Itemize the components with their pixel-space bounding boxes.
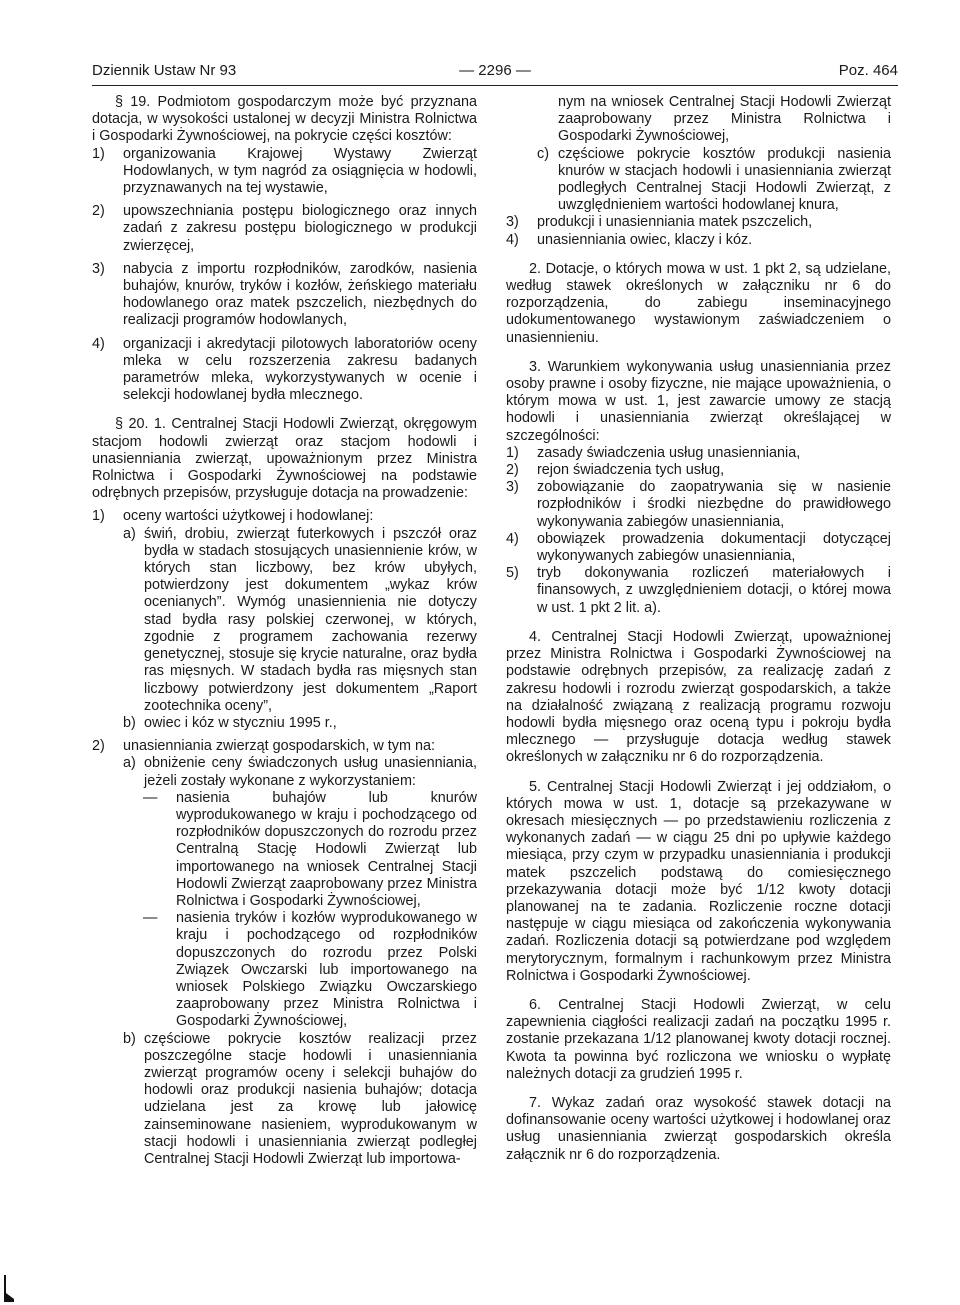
list-marker: 1) (506, 444, 519, 461)
list-item (506, 214, 891, 231)
list-marker: — (143, 910, 158, 927)
list-item (92, 715, 477, 732)
list-marker: 4) (506, 231, 519, 248)
list-item (92, 738, 477, 755)
list-text: nabycia z importu rozpłodników, zarodków, nasienia buhajów, knurów, tryków i kozłów, żeńskiego materiału hodowlanego oraz matek pszczelich, niezbędnych do realizacji programów hodowlanych, (123, 260, 477, 329)
list-marker: 2) (92, 738, 105, 755)
list-text: tryb dokonywania rozliczeń materiałowych i finansowych, z uwzględnieniem dotacji, o której mowa w ust. 1 pkt 2 lit. a). (537, 565, 891, 616)
list-item (506, 565, 891, 617)
list-marker: 4) (506, 530, 519, 547)
list-item (92, 146, 477, 198)
list-marker: 1) (92, 145, 105, 162)
list-text: rejon świadczenia tych usług, (537, 462, 725, 479)
list-text: oceny wartości użytkowej i hodowlanej: (123, 508, 374, 525)
list-item (92, 790, 477, 910)
list-marker: a) (123, 525, 136, 542)
list-item (92, 336, 477, 405)
list-item (92, 261, 477, 330)
list-marker: 1) (92, 508, 105, 525)
list-marker: 5) (506, 565, 519, 582)
list-item (92, 1031, 477, 1169)
list-item (92, 508, 477, 525)
list-text: zobowiązanie do zaopatrywania się w nasienie rozpłodników i środki niezbędne do prawidłowego wykonywania zabiegów unasienniania, (537, 479, 891, 530)
page-number: — 2296 — (459, 62, 531, 79)
list-item (506, 479, 891, 531)
journal-title: Dziennik Ustaw Nr 93 (92, 62, 237, 79)
paragraph-ust5: 5. Centralnej Stacji Hodowli Zwierząt i jej oddziałom, o których mowa w ust. 1, dotacje są przekazywane w okresach miesięcznych — po przedstawieniu rozliczenia z wykonanych zadań — w ciągu 25 dni po upływie każdego miesiąca, przy czym w przypadku unasienniania i produkcji matek pszczelich podstawą do comiesięcznego przekazywania dotacji może być 1/12 kwoty dotacji planowanej na te zadania. Rozliczenie roczne dotacji następuje w ciągu miesiąca od zakończenia wykonywania zadań. Rozliczenia dotacji są potwierdzane pod względem merytorycznym, formalnym i rachunkowym przez Ministra Rolnictwa i Gospodarki Żywnościowej. (506, 778, 891, 984)
paragraph-ust3: 3. Warunkiem wykonywania usług unasienniania przez osoby prawne i osoby fizyczne, nie mające upoważnienia, o którym mowa w ust. 1, jest zawarcie umowy ze stacją hodowli i unasienniania zwierząt określającej w szczególności: (506, 358, 891, 444)
list-marker: b) (123, 714, 136, 731)
list-item (506, 531, 891, 565)
list-item (506, 146, 891, 215)
paragraph-ust2: 2. Dotacje, o których mowa w ust. 1 pkt 2, są udzielane, według stawek określonych w załączniku nr 6 do rozporządzenia, do zabiegu inseminacyjnego udokumentowanego wystawionym zaświadczeniem o unasiennieniu. (506, 260, 891, 346)
list-text: zasady świadczenia usług unasienniania, (537, 444, 801, 461)
paragraph-s20-intro: § 20. 1. Centralnej Stacji Hodowli Zwierząt, okręgowym stacjom hodowli zwierząt oraz stacjom hodowli i unasienniania zwierząt, upoważnionym przez Ministra Rolnictwa i Gospodarki Żywnościowej na podstawie odrębnych przepisów, przysługuje dotacja na prowadzenie: (92, 416, 477, 502)
paragraph-ust4: 4. Centralnej Stacji Hodowli Zwierząt, upoważnionej przez Ministra Rolnictwa i Gospodarki Żywnościowej na podstawie odrębnych przepisów, za realizację zadań z zakresu hodowli i rozrodu zwierząt gospodarskich, a także na działalność związaną z realizacją programu rozwoju hodowli bydła mięsnego oraz oceną typu i pokroju bydła mlecznego — przysługuje dotacja według stawek określonych w załączniku nr 6 do rozporządzenia. (506, 628, 891, 766)
list-text: świń, drobiu, zwierząt futerkowych i pszczół oraz bydła w stadach stosujących unasiennienie krów, w których stan liczbowy, bez krów ubyłych, potwierdzony jest dokumentem „wykaz krów ocenianych”. Wymóg unasiennienia nie dotyczy stad bydła rasy polskiej czerwonej, w których, zgodnie z programem zachowania rezerwy genetycznej, stosuje się krycie naturalne, oraz bydła ras mięsnych. W stadach bydła ras mięsnych stan liczbowy potwierdzony jest dokumentem „Raport zootechnika oceny”, (144, 525, 477, 714)
list-marker: — (143, 789, 158, 806)
list-text: obowiązek prowadzenia dokumentacji dotyczącej wykonywanych zabiegów unasienniania, (537, 530, 891, 565)
list-item (92, 910, 477, 1030)
paragraph-s19-intro: § 19. Podmiotom gospodarczym może być przyznana dotacja, w wysokości ustalonej w decyzji Ministra Rolnictwa i Gospodarki Żywnościowej, na pokrycie części kosztów: (92, 94, 477, 145)
page-header (92, 60, 898, 82)
list-item (92, 203, 477, 255)
scan-corner-mark (2, 1275, 16, 1303)
list-marker: a) (123, 755, 136, 772)
list-text: nasienia buhajów lub knurów wyprodukowanego w kraju i pochodzącego od rozpłodników dopuszczonych do rozrodu przez Centralną Stację Hodowli Zwierząt lub importowanego na wniosek Centralnej Stacji Hodowli Zwierząt zaaprobowany przez Ministra Rolnictwa i Gospodarki Żywnościowej, (176, 789, 477, 909)
list-text: obniżenie ceny świadczonych usług unasienniania, jeżeli zostały wykonane z wykorzystaniem: (144, 755, 477, 789)
list-text: nym na wniosek Centralnej Stacji Hodowli Zwierząt zaaprobowany przez Ministra Rolnictwa i Gospodarki Żywnościowej, (558, 94, 891, 145)
list-item (92, 526, 477, 715)
paragraph-ust7: 7. Wykaz zadań oraz wysokość stawek dotacji na dofinansowanie oceny wartości użytkowej i hodowlanej oraz usług unasienniania zwierząt gospodarskich określa załącznik nr 6 do rozporządzenia. (506, 1094, 891, 1163)
list-marker: 3) (92, 260, 105, 277)
list-marker: b) (123, 1030, 136, 1047)
list-text: unasienniania owiec, klaczy i kóz. (537, 231, 753, 248)
list-text: częściowe pokrycie kosztów produkcji nasienia knurów w stacjach hodowli i unasienniania zwierząt podległych Centralnej Stacji Hodowli Zwierząt, z uwzględnieniem wartości hodowlanej knura, (558, 145, 891, 214)
list-text: częściowe pokrycie kosztów realizacji przez poszczególne stacje hodowli i unasienniania zwierząt programów oceny i selekcji buhajów do hodowli oraz produkcji nasienia buhajów; dotacja udzielana jest za krowę lub jałowicę zainseminowane nasieniem, wyprodukowanym w stacji hodowli i unasienniania zwierząt podległej Centralnej Stacji Hodowli Zwierząt lub importowa- (144, 1030, 477, 1167)
paragraph-ust6: 6. Centralnej Stacji Hodowli Zwierząt, w celu zapewnienia ciągłości realizacji zadań na początku 1995 r. zostanie przekazana 1/12 planowanej kwoty dotacji rocznej. Kwota ta powinna być rozliczona we wniosku o wypłatę należnych dotacji za grudzień 1995 r. (506, 996, 891, 1082)
list-item (506, 232, 891, 249)
list-text: upowszechniania postępu biologicznego oraz innych zadań z zakresu postępu biologicznego w produkcji zwierzęcej, (123, 203, 477, 254)
list-text: nasienia tryków i kozłów wyprodukowanego w kraju i pochodzącego od rozpłodników dopuszczonych do rozrodu przez Polski Związek Owczarski lub importowanego na wniosek Polskiego Związku Owczarskiego zaaprobowany przez Ministra Rolnictwa i Gospodarki Żywnościowej, (176, 910, 477, 1030)
list-text: unasienniania zwierząt gospodarskich, w tym na: (123, 738, 435, 755)
list-item-continuation (506, 94, 891, 146)
right-column (506, 94, 891, 1245)
list-item (506, 445, 891, 462)
list-marker: 4) (92, 335, 105, 352)
list-text: organizacji i akredytacji pilotowych laboratoriów oceny mleka w celu rozszerzenia zakresu badanych parametrów mleka, wykorzystywanych w ocenie i selekcji hodowlanej bydła mlecznego. (123, 335, 477, 404)
header-rule (92, 85, 898, 86)
list-item (506, 462, 891, 479)
list-marker: c) (537, 145, 549, 162)
list-marker: 2) (506, 462, 519, 479)
list-text: owiec i kóz w styczniu 1995 r., (144, 714, 337, 731)
list-item (92, 755, 477, 789)
left-column (92, 94, 477, 1245)
list-text: organizowania Krajowej Wystawy Zwierząt Hodowlanych, w tym nagród za osiągnięcia w hodowli, przyznawanych na tej wystawie, (123, 145, 477, 197)
list-text: produkcji i unasienniania matek pszczelich, (537, 214, 813, 231)
list-marker: 3) (506, 479, 519, 496)
list-marker: 3) (506, 214, 519, 231)
list-marker: 2) (92, 203, 105, 220)
position-number: Poz. 464 (838, 62, 898, 79)
